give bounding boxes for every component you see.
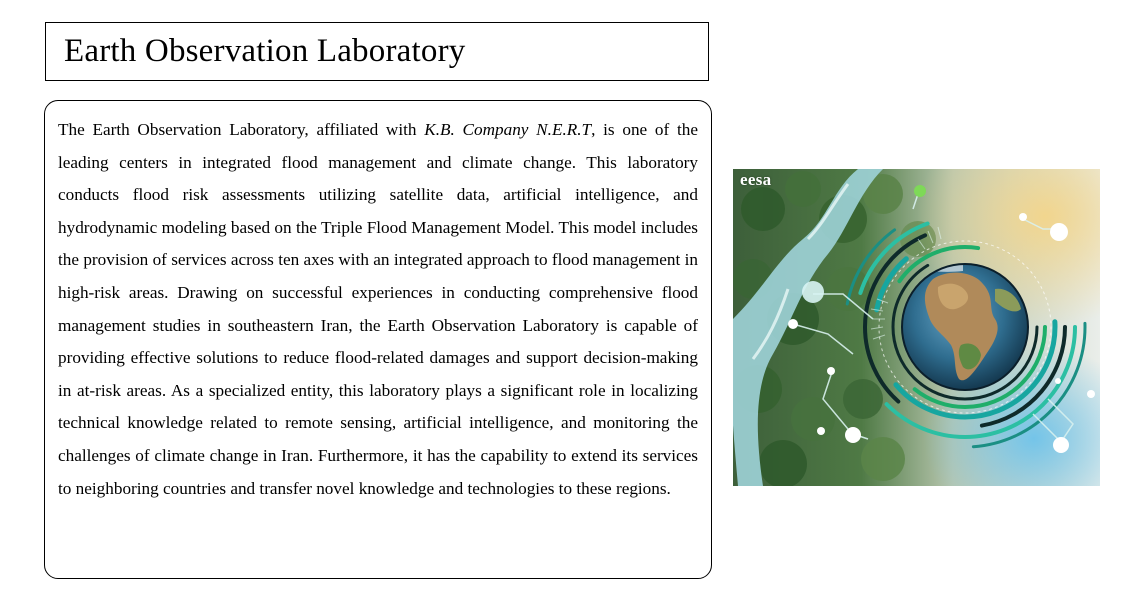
description-paragraph <box>58 114 698 505</box>
description-text-body: , is one of the leading centers in integrated flood management and climate change. This laboratory conducts flood risk assessments utilizing satellite data, artificial intelligence, and hydrodynamic modeling based on the Triple Flood Management Model. This model includes the provision of services across ten axes with an integrated approach to flood management in high-risk areas. Drawing on successful experiences in conducting comprehensive flood management studies in southeastern Iran, the Earth Observation Laboratory is capable of providing effective solutions to reduce flood-related damages and support decision-making in at-risk areas. As a specialized entity, this laboratory plays a significant role in localizing technical knowledge related to remote sensing, artificial intelligence, and monitoring the challenges of climate change in Iran. Furthermore, it has the capability to extend its services to neighboring countries and transfer novel knowledge and technologies to these regions. <box>58 120 698 498</box>
company-name: K.B. Company N.E.R.T <box>424 120 592 139</box>
earth-illustration <box>733 169 1100 486</box>
title-box <box>45 22 709 81</box>
description-panel <box>44 100 712 579</box>
earth-globe-with-data-rings-icon <box>733 169 1100 486</box>
page-title: Earth Observation Laboratory <box>64 33 466 69</box>
description-text-intro: The Earth Observation Laboratory, affiliated with <box>58 120 425 139</box>
logo: eesa <box>740 170 772 189</box>
